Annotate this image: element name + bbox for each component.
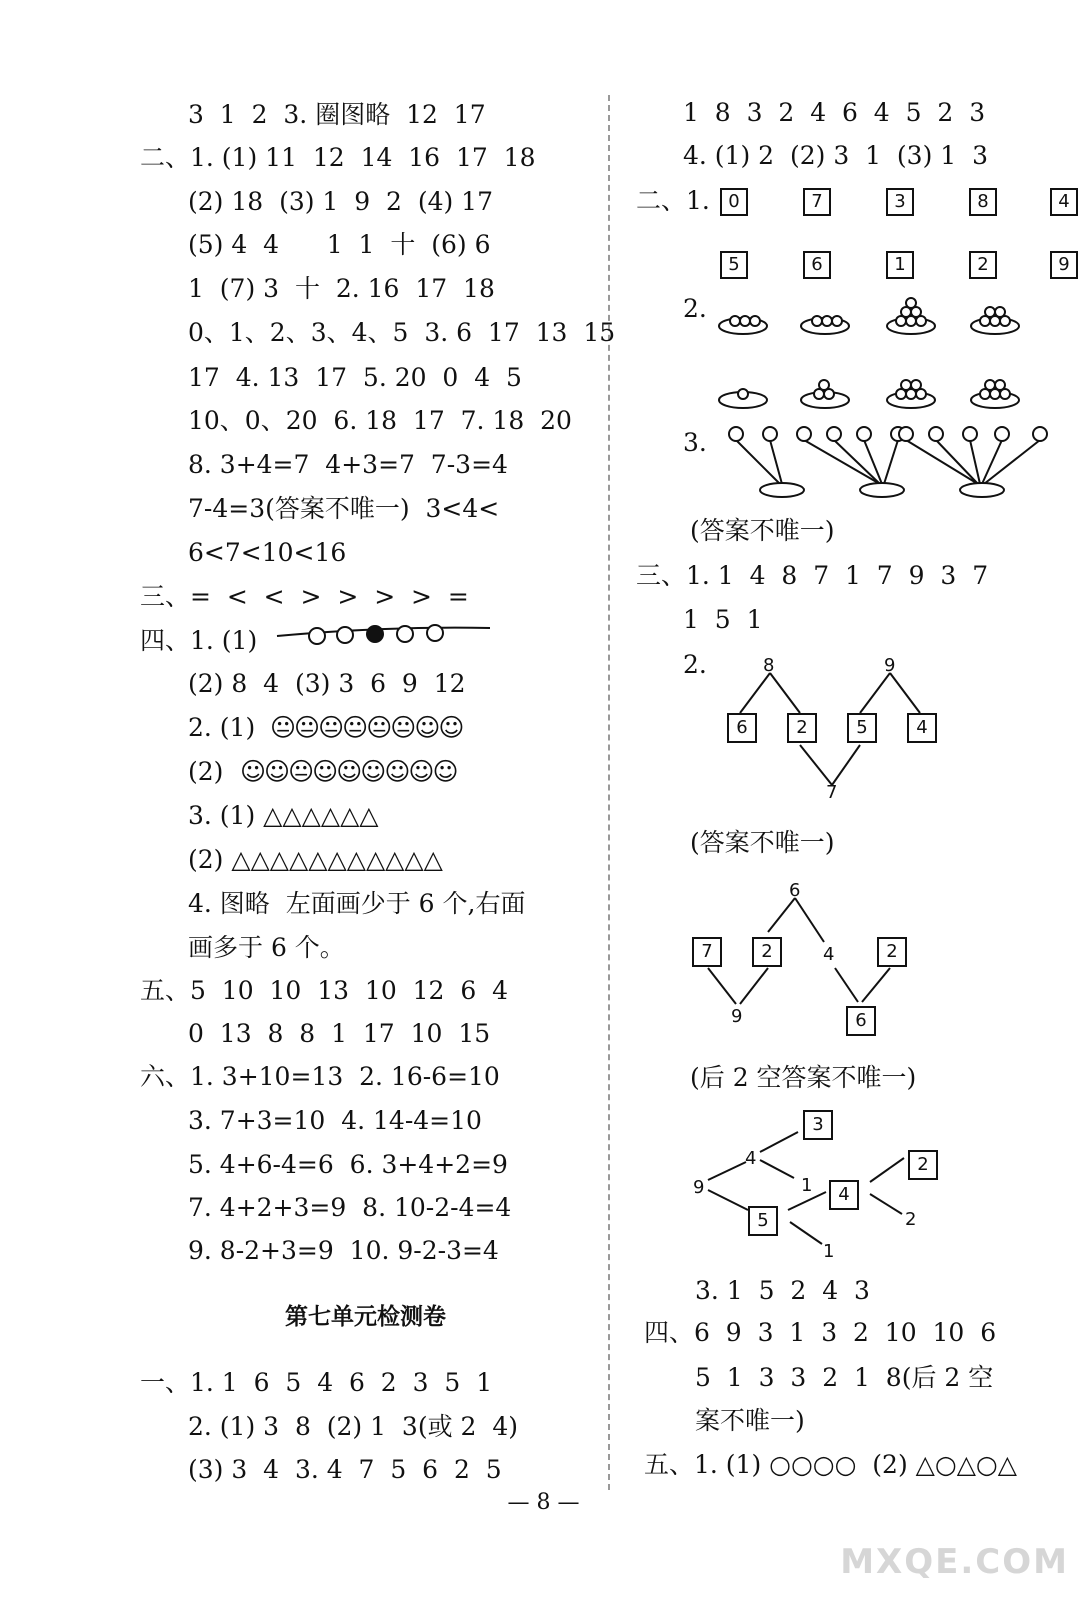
answer-line: 2. (683, 294, 707, 323)
answer-line: 7-4=3(答案不唯一) 3<4< (188, 494, 500, 523)
answer-line: 17 4. 13 17 5. 20 0 4 5 (188, 363, 522, 392)
answer-line: 三、= < < > > > > = (140, 582, 469, 611)
number-box: 4 (829, 1180, 859, 1210)
number-box: 3 (886, 188, 914, 216)
answer-line: 四、1. (1) (140, 626, 258, 655)
number-box: 1 (886, 251, 914, 279)
answer-line: (5) 4 4 1 1 十 (6) 6 (188, 230, 491, 259)
tree-node: 8 (763, 655, 775, 676)
answer-line: 0、1、2、3、4、5 3. 6 17 13 15 (188, 318, 616, 347)
answer-line: 4. 图略 左面画少于 6 个,右面 (188, 889, 526, 918)
answer-line: 2. (683, 650, 707, 679)
answer-line: 二、1. (1) 11 12 14 16 17 18 (140, 143, 536, 172)
number-box: 5 (847, 713, 877, 743)
answer-line: (3) 3 4 3. 4 7 5 6 2 5 (188, 1455, 502, 1484)
answer-line: 画多于 6 个。 (188, 933, 345, 962)
answer-line: 一、1. 1 6 5 4 6 2 3 5 1 (140, 1368, 493, 1397)
answer-line: 8. 3+4=7 4+3=7 7-3=4 (188, 450, 508, 479)
tree-node: 9 (884, 655, 896, 676)
face-icons-row: ☺☺😐☺☺☺☺☺☺ (240, 757, 457, 786)
answer-line: 5. 4+6-4=6 6. 3+4+2=9 (188, 1150, 508, 1179)
number-box: 2 (752, 937, 782, 967)
tree-node: 6 (789, 880, 801, 901)
number-box: 7 (803, 188, 831, 216)
answer-line: 0 13 8 8 1 17 10 15 (188, 1019, 491, 1048)
number-box: 5 (720, 251, 748, 279)
number-box: 4 (1050, 188, 1078, 216)
answer-line: (2) △△△△△△△△△△△ (188, 845, 443, 874)
answer-line: 3. (683, 428, 707, 457)
number-box: 0 (720, 188, 748, 216)
number-box: 2 (877, 937, 907, 967)
face-icons-row: 😐😐😐😐😐😐☺☺ (270, 713, 463, 742)
answer-line: (后 2 空答案不唯一) (690, 1063, 917, 1092)
answer-line: (答案不唯一) (690, 516, 835, 545)
answer-line: 四、6 9 3 1 3 2 10 10 6 (644, 1318, 997, 1347)
section-heading: 第七单元检测卷 (285, 1303, 446, 1330)
answer-line: (2) 8 4 (3) 3 6 9 12 (188, 669, 466, 698)
answer-line: 10、0、20 6. 18 17 7. 18 20 (188, 406, 572, 435)
number-box: 2 (969, 251, 997, 279)
tree-node: 1 (801, 1175, 813, 1196)
number-box: 2 (787, 713, 817, 743)
tree-node: 4 (823, 944, 835, 965)
answer-line: 3 1 2 3. 圈图略 12 17 (188, 100, 486, 129)
answer-line: 3. (1) △△△△△△ (188, 801, 379, 830)
column-divider (608, 95, 610, 1490)
answer-line: (答案不唯一) (690, 828, 835, 857)
answer-line: 2. (1) 3 8 (2) 1 3(或 2 4) (188, 1412, 518, 1441)
answer-line: 5 1 3 3 2 1 8(后 2 空 (695, 1363, 994, 1392)
tree-node: 9 (693, 1177, 705, 1198)
number-box: 6 (846, 1006, 876, 1036)
answer-line: (2) (188, 757, 224, 786)
answer-line: 2. (1) (188, 713, 256, 742)
number-box: 8 (969, 188, 997, 216)
tree-node: 7 (826, 782, 838, 803)
number-box: 9 (1050, 251, 1078, 279)
tree-node: 1 (823, 1241, 835, 1262)
answer-line: 1 (7) 3 十 2. 16 17 18 (188, 274, 495, 303)
tree-node: 4 (745, 1148, 757, 1169)
answer-line: 三、1. 1 4 8 7 1 7 9 3 7 (636, 561, 989, 590)
tree-node: 9 (731, 1006, 743, 1027)
answer-line: 案不唯一) (695, 1406, 805, 1435)
answer-line: 7. 4+2+3=9 8. 10-2-4=4 (188, 1193, 512, 1222)
page-number: — 8 — (507, 1490, 580, 1515)
watermark-logo: MXQE.COM (840, 1542, 1069, 1582)
answer-line: 六、1. 3+10=13 2. 16-6=10 (140, 1062, 500, 1091)
peach-matching-illustration (720, 422, 1060, 502)
answer-line: 五、5 10 10 13 10 12 6 4 (140, 976, 509, 1005)
number-box: 7 (692, 937, 722, 967)
number-box: 6 (727, 713, 757, 743)
answer-line: 3. 7+3=10 4. 14-4=10 (188, 1106, 482, 1135)
answer-line: 3. 1 5 2 4 3 (695, 1276, 870, 1305)
number-box: 6 (803, 251, 831, 279)
number-box: 4 (907, 713, 937, 743)
answer-line: 二、1. (636, 186, 710, 215)
number-box: 3 (803, 1110, 833, 1140)
bead-line-diagram (275, 622, 495, 656)
answer-line: 1 5 1 (683, 605, 763, 634)
answer-line: 9. 8-2+3=9 10. 9-2-3=4 (188, 1236, 499, 1265)
number-box: 5 (748, 1206, 778, 1236)
answer-line: (2) 18 (3) 1 9 2 (4) 17 (188, 187, 493, 216)
tree-node: 2 (905, 1209, 917, 1230)
fruit-plates-illustration (715, 290, 1055, 420)
answer-line: 4. (1) 2 (2) 3 1 (3) 1 3 (683, 141, 988, 170)
answer-line: 五、1. (1) ○○○○ (2) △○△○△ (644, 1450, 1017, 1479)
number-box: 2 (908, 1150, 938, 1180)
answer-line: 1 8 3 2 4 6 4 5 2 3 (683, 98, 986, 127)
answer-line: 6<7<10<16 (188, 538, 347, 567)
